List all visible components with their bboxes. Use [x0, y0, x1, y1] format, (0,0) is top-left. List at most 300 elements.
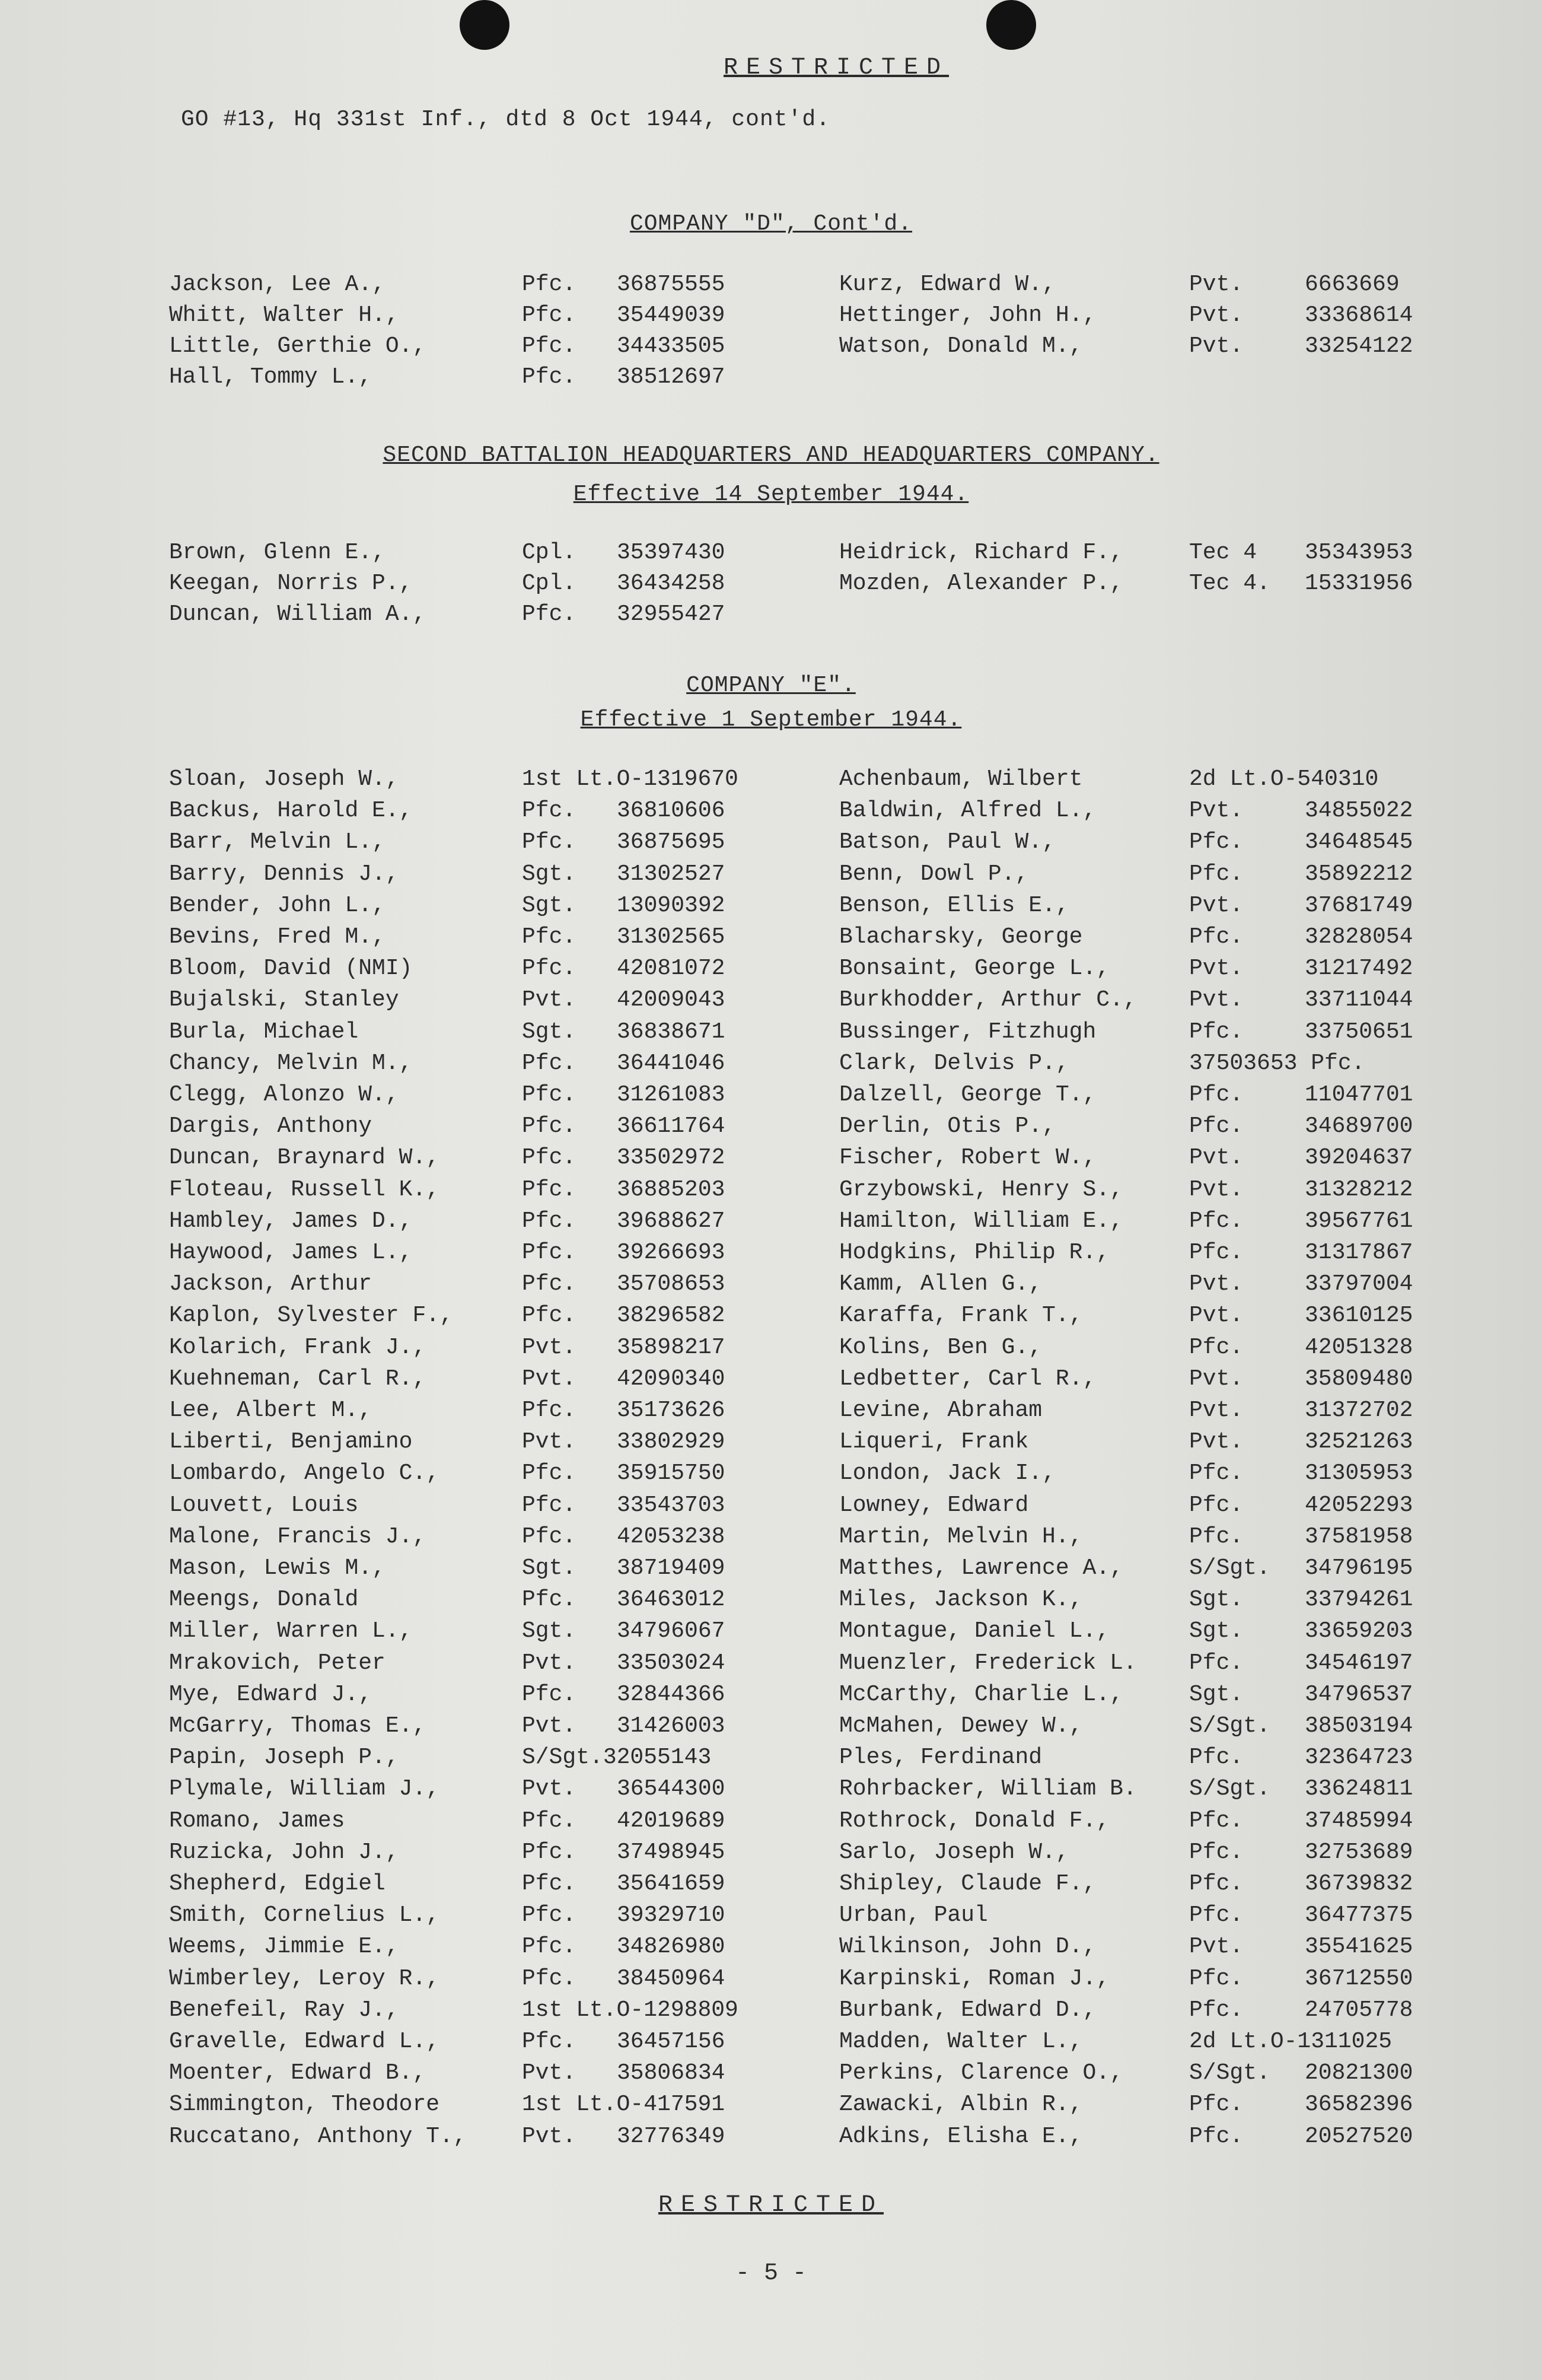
left-serial: 42019689 [617, 1808, 725, 1834]
right-rank: Pfc. [1189, 1082, 1244, 1108]
left-serial: 34433505 [617, 333, 725, 359]
left-name: Plymale, William J., [169, 1776, 440, 1802]
left-name: Bujalski, Stanley [169, 987, 399, 1013]
roster-row [0, 798, 1542, 829]
left-name: Miller, Warren L., [169, 1618, 413, 1644]
right-name: McMahen, Dewey W., [839, 1713, 1083, 1739]
left-name: Burla, Michael [169, 1019, 359, 1045]
left-name: Jackson, Lee A., [169, 272, 386, 297]
right-name: Ples, Ferdinand [839, 1745, 1043, 1771]
right-serial: 35892212 [1305, 861, 1413, 887]
right-rank: Pvt. [1189, 333, 1244, 359]
roster-row [0, 303, 1542, 333]
right-serial: 37485994 [1305, 1808, 1413, 1834]
right-rank: Pvt. [1189, 272, 1244, 297]
left-serial: 42081072 [617, 956, 725, 982]
right-name: Levine, Abraham [839, 1398, 1043, 1423]
left-serial: 36810606 [617, 798, 725, 824]
right-rank: S/Sgt. [1189, 1776, 1270, 1802]
right-name: Burbank, Edward D., [839, 1997, 1097, 2023]
right-name: Burkhodder, Arthur C., [839, 987, 1137, 1013]
left-name: Bloom, David (NMI) [169, 956, 413, 982]
left-rank: Pfc. [522, 1050, 576, 1076]
right-rank: Pvt. [1189, 956, 1244, 982]
left-serial: 31426003 [617, 1713, 725, 1739]
left-name: Whitt, Walter H., [169, 303, 399, 328]
right-rank: Pfc. [1189, 829, 1244, 855]
left-rank: 1st Lt.O-417591 [522, 2092, 725, 2118]
left-rank: Pfc. [522, 272, 576, 297]
left-name: Benefeil, Ray J., [169, 1997, 399, 2023]
right-serial: 11047701 [1305, 1082, 1413, 1108]
right-name: Hodgkins, Philip R., [839, 1240, 1110, 1265]
right-name: London, Jack I., [839, 1461, 1056, 1487]
right-serial: 33368614 [1305, 303, 1413, 328]
left-rank: Pfc. [522, 1523, 576, 1549]
right-name: Kolins, Ben G., [839, 1334, 1043, 1360]
right-name: Wilkinson, John D., [839, 1934, 1097, 1960]
roster-row [0, 571, 1542, 602]
right-name: Muenzler, Frederick L. [839, 1650, 1137, 1676]
right-serial: 15331956 [1305, 571, 1413, 596]
left-rank: Pvt. [522, 1334, 576, 1360]
left-name: Duncan, William A., [169, 602, 426, 627]
roster-row [0, 1051, 1542, 1081]
right-serial: 34648545 [1305, 829, 1413, 855]
right-name: Miles, Jackson K., [839, 1587, 1083, 1613]
left-rank: Pfc. [522, 364, 576, 390]
left-serial: 35915750 [617, 1461, 725, 1487]
right-rank: Pfc. [1189, 1808, 1244, 1834]
left-rank: S/Sgt.32055143 [522, 1745, 712, 1771]
roster-row [0, 1713, 1542, 1744]
roster-row [0, 1113, 1542, 1144]
right-rank: Pfc. [1189, 1492, 1244, 1518]
right-rank: Pvt. [1189, 1303, 1244, 1329]
right-serial: 36739832 [1305, 1871, 1413, 1897]
left-rank: Sgt. [522, 861, 576, 887]
right-rank: Pfc. [1189, 1902, 1244, 1929]
left-name: Kuehneman, Carl R., [169, 1366, 426, 1392]
right-serial: 39567761 [1305, 1208, 1413, 1234]
right-rank: Pvt. [1189, 1934, 1244, 1960]
left-rank: Pfc. [522, 1240, 576, 1265]
right-serial: 31217492 [1305, 956, 1413, 982]
left-rank: Pfc. [522, 1902, 576, 1929]
roster-row [0, 1461, 1542, 1491]
roster-row [0, 1650, 1542, 1681]
right-name: Urban, Paul [839, 1902, 988, 1929]
left-serial: 38450964 [617, 1965, 725, 1991]
left-serial: 35806834 [617, 2060, 725, 2086]
right-serial: 31328212 [1305, 1176, 1413, 1202]
left-name: Lombardo, Angelo C., [169, 1461, 440, 1487]
left-rank: Pfc. [522, 829, 576, 855]
right-name: Madden, Walter L., [839, 2029, 1083, 2054]
right-name: Grzybowski, Henry S., [839, 1176, 1123, 1202]
left-serial: 36875555 [617, 272, 725, 297]
left-name: Hall, Tommy L., [169, 364, 372, 390]
right-name: Hettinger, John H., [839, 303, 1097, 328]
right-name: Achenbaum, Wilbert [839, 766, 1083, 792]
left-rank: Pfc. [522, 1398, 576, 1423]
roster-row [0, 1303, 1542, 1334]
left-serial: 38296582 [617, 1303, 725, 1329]
right-rank: Pfc. [1189, 861, 1244, 887]
right-serial: 42051328 [1305, 1334, 1413, 1360]
left-name: Mye, Edward J., [169, 1681, 372, 1707]
left-serial: 35708653 [617, 1271, 725, 1297]
left-serial: 36611764 [617, 1113, 725, 1140]
roster-row [0, 1177, 1542, 1208]
left-serial: 35449039 [617, 303, 725, 328]
roster-row [0, 1019, 1542, 1050]
left-name: Dargis, Anthony [169, 1113, 372, 1140]
roster-row [0, 333, 1542, 364]
right-rank: Sgt. [1189, 1681, 1244, 1707]
right-name: Bonsaint, George L., [839, 956, 1110, 982]
left-serial: 36441046 [617, 1050, 725, 1076]
left-serial: 35173626 [617, 1398, 725, 1423]
right-rank: Tec 4. [1189, 571, 1270, 596]
right-name: Hamilton, William E., [839, 1208, 1123, 1234]
left-serial: 42009043 [617, 987, 725, 1013]
roster-row [0, 956, 1542, 987]
right-serial: 42052293 [1305, 1492, 1413, 1518]
left-rank: Sgt. [522, 1019, 576, 1045]
right-rank: 37503653 Pfc. [1189, 1050, 1365, 1076]
left-serial: 31302565 [617, 924, 725, 950]
right-rank: Pvt. [1189, 303, 1244, 328]
left-serial: 35641659 [617, 1871, 725, 1897]
right-serial: 32521263 [1305, 1429, 1413, 1455]
roster-row [0, 1429, 1542, 1460]
left-name: Liberti, Benjamino [169, 1429, 413, 1455]
left-rank: Pfc. [522, 1145, 576, 1171]
right-name: Sarlo, Joseph W., [839, 1839, 1069, 1865]
right-name: Karpinski, Roman J., [839, 1965, 1110, 1991]
roster-row [0, 1902, 1542, 1933]
left-name: Mrakovich, Peter [169, 1650, 386, 1676]
punch-hole [986, 0, 1036, 50]
right-serial: 35541625 [1305, 1934, 1413, 1960]
right-rank: Pfc. [1189, 1019, 1244, 1045]
punch-hole [460, 0, 509, 50]
restricted-header: RESTRICTED [723, 55, 950, 81]
roster-row [0, 602, 1542, 632]
right-serial: 32753689 [1305, 1839, 1413, 1865]
left-name: Romano, James [169, 1808, 345, 1834]
left-rank: 1st Lt.O-1298809 [522, 1997, 738, 2023]
left-name: Simmington, Theodore [169, 2092, 440, 2118]
right-name: Dalzell, George T., [839, 1082, 1097, 1108]
section-title-2nd-bn-hq: SECOND BATTALION HEADQUARTERS AND HEADQUARTERS COMPANY. [383, 443, 1159, 468]
left-rank: Pvt. [522, 987, 576, 1013]
right-rank: Pfc. [1189, 1523, 1244, 1549]
left-rank: Pfc. [522, 1965, 576, 1991]
right-rank: Pfc. [1189, 1650, 1244, 1676]
left-name: Little, Gerthie O., [169, 333, 426, 359]
left-serial: 42090340 [617, 1366, 725, 1392]
left-serial: 36885203 [617, 1176, 725, 1202]
right-name: Lowney, Edward [839, 1492, 1029, 1518]
roster-row [0, 829, 1542, 860]
left-rank: Pvt. [522, 1713, 576, 1739]
right-name: Fischer, Robert W., [839, 1145, 1097, 1171]
left-name: Backus, Harold E., [169, 798, 413, 824]
left-name: Floteau, Russell K., [169, 1176, 440, 1202]
right-rank: Pvt. [1189, 1398, 1244, 1423]
right-name: Benn, Dowl P., [839, 861, 1029, 887]
left-rank: Pvt. [522, 2123, 576, 2149]
right-serial: 37581958 [1305, 1523, 1413, 1549]
roster-row [0, 1271, 1542, 1302]
section-subtitle-2nd-bn-hq: Effective 14 September 1944. [573, 482, 969, 507]
roster-row [0, 924, 1542, 955]
left-serial: 31302527 [617, 861, 725, 887]
right-serial: 33797004 [1305, 1271, 1413, 1297]
roster-row [0, 1934, 1542, 1965]
left-rank: Pfc. [522, 2029, 576, 2054]
left-rank: Pvt. [522, 2060, 576, 2086]
right-serial: 33794261 [1305, 1587, 1413, 1613]
left-name: Chancy, Melvin M., [169, 1050, 413, 1076]
left-serial: 35397430 [617, 540, 725, 565]
right-name: Kurz, Edward W., [839, 272, 1056, 297]
right-name: Martin, Melvin H., [839, 1523, 1083, 1549]
left-name: Ruccatano, Anthony T., [169, 2123, 467, 2149]
right-name: Karaffa, Frank T., [839, 1303, 1083, 1329]
roster-row [0, 540, 1542, 571]
right-serial: 36582396 [1305, 2092, 1413, 2118]
right-name: Batson, Paul W., [839, 829, 1056, 855]
right-rank: 2d Lt.O-540310 [1189, 766, 1379, 792]
right-serial: 33711044 [1305, 987, 1413, 1013]
right-serial: 34796195 [1305, 1555, 1413, 1581]
right-serial: 34689700 [1305, 1113, 1413, 1140]
right-name: Mozden, Alexander P., [839, 571, 1123, 596]
left-serial: 38719409 [617, 1555, 725, 1581]
right-serial: 33610125 [1305, 1303, 1413, 1329]
left-name: Gravelle, Edward L., [169, 2029, 440, 2054]
left-rank: Pfc. [522, 1176, 576, 1202]
roster-row [0, 2029, 1542, 2060]
roster-row [0, 1082, 1542, 1113]
right-serial: 31372702 [1305, 1398, 1413, 1423]
left-rank: Pfc. [522, 333, 576, 359]
right-serial: 32828054 [1305, 924, 1413, 950]
left-rank: Pfc. [522, 1492, 576, 1518]
right-serial: 20821300 [1305, 2060, 1413, 2086]
right-serial: 34855022 [1305, 798, 1413, 824]
right-rank: Pvt. [1189, 1271, 1244, 1297]
left-rank: Pfc. [522, 798, 576, 824]
right-name: Benson, Ellis E., [839, 892, 1069, 918]
left-name: Moenter, Edward B., [169, 2060, 426, 2086]
right-rank: Sgt. [1189, 1587, 1244, 1613]
left-serial: 33802929 [617, 1429, 725, 1455]
left-rank: Pfc. [522, 602, 576, 627]
right-name: Liqueri, Frank [839, 1429, 1029, 1455]
left-serial: 38512697 [617, 364, 725, 390]
left-name: Malone, Francis J., [169, 1523, 426, 1549]
left-name: Hambley, James D., [169, 1208, 413, 1234]
right-serial: 34796537 [1305, 1681, 1413, 1707]
right-name: Kamm, Allen G., [839, 1271, 1043, 1297]
right-rank: Sgt. [1189, 1618, 1244, 1644]
left-serial: 13090392 [617, 892, 725, 918]
right-rank: Pfc. [1189, 1871, 1244, 1897]
left-name: Barry, Dennis J., [169, 861, 399, 887]
right-name: Rothrock, Donald F., [839, 1808, 1110, 1834]
left-rank: Pfc. [522, 1113, 576, 1140]
left-serial: 42053238 [617, 1523, 725, 1549]
left-serial: 36544300 [617, 1776, 725, 1802]
right-rank: Pfc. [1189, 1965, 1244, 1991]
order-reference: GO #13, Hq 331st Inf., dtd 8 Oct 1944, cont'd. [181, 107, 830, 132]
right-rank: Pfc. [1189, 1461, 1244, 1487]
left-name: Kolarich, Frank J., [169, 1334, 426, 1360]
left-name: Haywood, James L., [169, 1240, 413, 1265]
left-serial: 33503024 [617, 1650, 725, 1676]
right-serial: 38503194 [1305, 1713, 1413, 1739]
left-rank: Pfc. [522, 1208, 576, 1234]
right-serial: 33750651 [1305, 1019, 1413, 1045]
right-serial: 34546197 [1305, 1650, 1413, 1676]
right-rank: Pfc. [1189, 1240, 1244, 1265]
right-serial: 35809480 [1305, 1366, 1413, 1392]
right-serial: 36712550 [1305, 1965, 1413, 1991]
left-rank: Pvt. [522, 1776, 576, 1802]
right-serial: 33659203 [1305, 1618, 1413, 1644]
roster-row [0, 1587, 1542, 1618]
left-rank: Cpl. [522, 540, 576, 565]
left-rank: Pfc. [522, 1303, 576, 1329]
left-serial: 36434258 [617, 571, 725, 596]
left-rank: Pfc. [522, 1681, 576, 1707]
left-rank: Pvt. [522, 1650, 576, 1676]
roster-row [0, 272, 1542, 303]
right-serial: 31305953 [1305, 1461, 1413, 1487]
left-rank: 1st Lt.O-1319670 [522, 766, 738, 792]
roster-row [0, 2124, 1542, 2155]
roster-row [0, 1398, 1542, 1428]
roster-row [0, 1335, 1542, 1366]
right-rank: Pfc. [1189, 1334, 1244, 1360]
left-serial: 32955427 [617, 602, 725, 627]
roster-row [0, 987, 1542, 1018]
right-name: Matthes, Lawrence A., [839, 1555, 1123, 1581]
right-name: Heidrick, Richard F., [839, 540, 1123, 565]
left-rank: Pfc. [522, 956, 576, 982]
section-title-company-d: COMPANY "D", Cont'd. [629, 211, 913, 237]
left-serial: 39688627 [617, 1208, 725, 1234]
right-serial: 39204637 [1305, 1145, 1413, 1171]
left-serial: 32844366 [617, 1681, 725, 1707]
left-name: Meengs, Donald [169, 1587, 359, 1613]
left-rank: Pfc. [522, 1271, 576, 1297]
left-rank: Sgt. [522, 892, 576, 918]
roster-row [0, 893, 1542, 924]
left-serial: 34796067 [617, 1618, 725, 1644]
left-name: Kaplon, Sylvester F., [169, 1303, 453, 1329]
right-rank: Tec 4 [1189, 540, 1257, 565]
left-serial: 36463012 [617, 1587, 725, 1613]
right-rank: Pvt. [1189, 798, 1244, 824]
roster-row [0, 1997, 1542, 2028]
roster-row [0, 1145, 1542, 1176]
left-rank: Pfc. [522, 1934, 576, 1960]
right-name: Adkins, Elisha E., [839, 2123, 1083, 2149]
right-serial: 20527520 [1305, 2123, 1413, 2149]
left-name: Sloan, Joseph W., [169, 766, 399, 792]
page-number: - 5 - [735, 2260, 807, 2287]
right-name: Shipley, Claude F., [839, 1871, 1097, 1897]
left-name: Clegg, Alonzo W., [169, 1082, 399, 1108]
right-rank: Pfc. [1189, 924, 1244, 950]
right-serial: 36477375 [1305, 1902, 1413, 1929]
left-serial: 33502972 [617, 1145, 725, 1171]
right-rank: Pvt. [1189, 987, 1244, 1013]
left-name: Louvett, Louis [169, 1492, 359, 1518]
left-rank: Sgt. [522, 1618, 576, 1644]
left-name: Brown, Glenn E., [169, 540, 386, 565]
left-name: Mason, Lewis M., [169, 1555, 386, 1581]
left-name: Weems, Jimmie E., [169, 1934, 399, 1960]
right-name: Clark, Delvis P., [839, 1050, 1069, 1076]
left-rank: Pfc. [522, 1871, 576, 1897]
right-name: Perkins, Clarence O., [839, 2060, 1123, 2086]
left-rank: Pfc. [522, 1587, 576, 1613]
left-serial: 37498945 [617, 1839, 725, 1865]
left-name: Keegan, Norris P., [169, 571, 413, 596]
roster-row [0, 1682, 1542, 1713]
right-serial: 33254122 [1305, 333, 1413, 359]
left-name: Ruzicka, John J., [169, 1839, 399, 1865]
right-rank: S/Sgt. [1189, 2060, 1270, 2086]
left-serial: 39329710 [617, 1902, 725, 1929]
right-rank: Pfc. [1189, 1113, 1244, 1140]
left-name: Shepherd, Edgiel [169, 1871, 386, 1897]
left-rank: Pvt. [522, 1366, 576, 1392]
right-rank: Pvt. [1189, 1145, 1244, 1171]
right-name: Rohrbacker, William B. [839, 1776, 1137, 1802]
left-rank: Pfc. [522, 924, 576, 950]
left-name: McGarry, Thomas E., [169, 1713, 426, 1739]
right-name: Blacharsky, George [839, 924, 1083, 950]
right-name: McCarthy, Charlie L., [839, 1681, 1123, 1707]
roster-row [0, 1745, 1542, 1776]
roster-row [0, 2092, 1542, 2123]
roster-row [0, 1840, 1542, 1870]
right-rank: S/Sgt. [1189, 1713, 1270, 1739]
right-serial: 33624811 [1305, 1776, 1413, 1802]
left-name: Lee, Albert M., [169, 1398, 372, 1423]
roster-row [0, 1555, 1542, 1586]
restricted-footer: RESTRICTED [658, 2192, 884, 2219]
roster-row [0, 1871, 1542, 1902]
left-rank: Sgt. [522, 1555, 576, 1581]
right-rank: Pvt. [1189, 892, 1244, 918]
left-name: Smith, Cornelius L., [169, 1902, 440, 1929]
right-rank: 2d Lt.O-1311025 [1189, 2029, 1393, 2054]
left-serial: 32776349 [617, 2123, 725, 2149]
roster-row [0, 766, 1542, 797]
right-serial: 32364723 [1305, 1745, 1413, 1771]
right-rank: Pfc. [1189, 1745, 1244, 1771]
left-serial: 39266693 [617, 1240, 725, 1265]
left-serial: 34826980 [617, 1934, 725, 1960]
